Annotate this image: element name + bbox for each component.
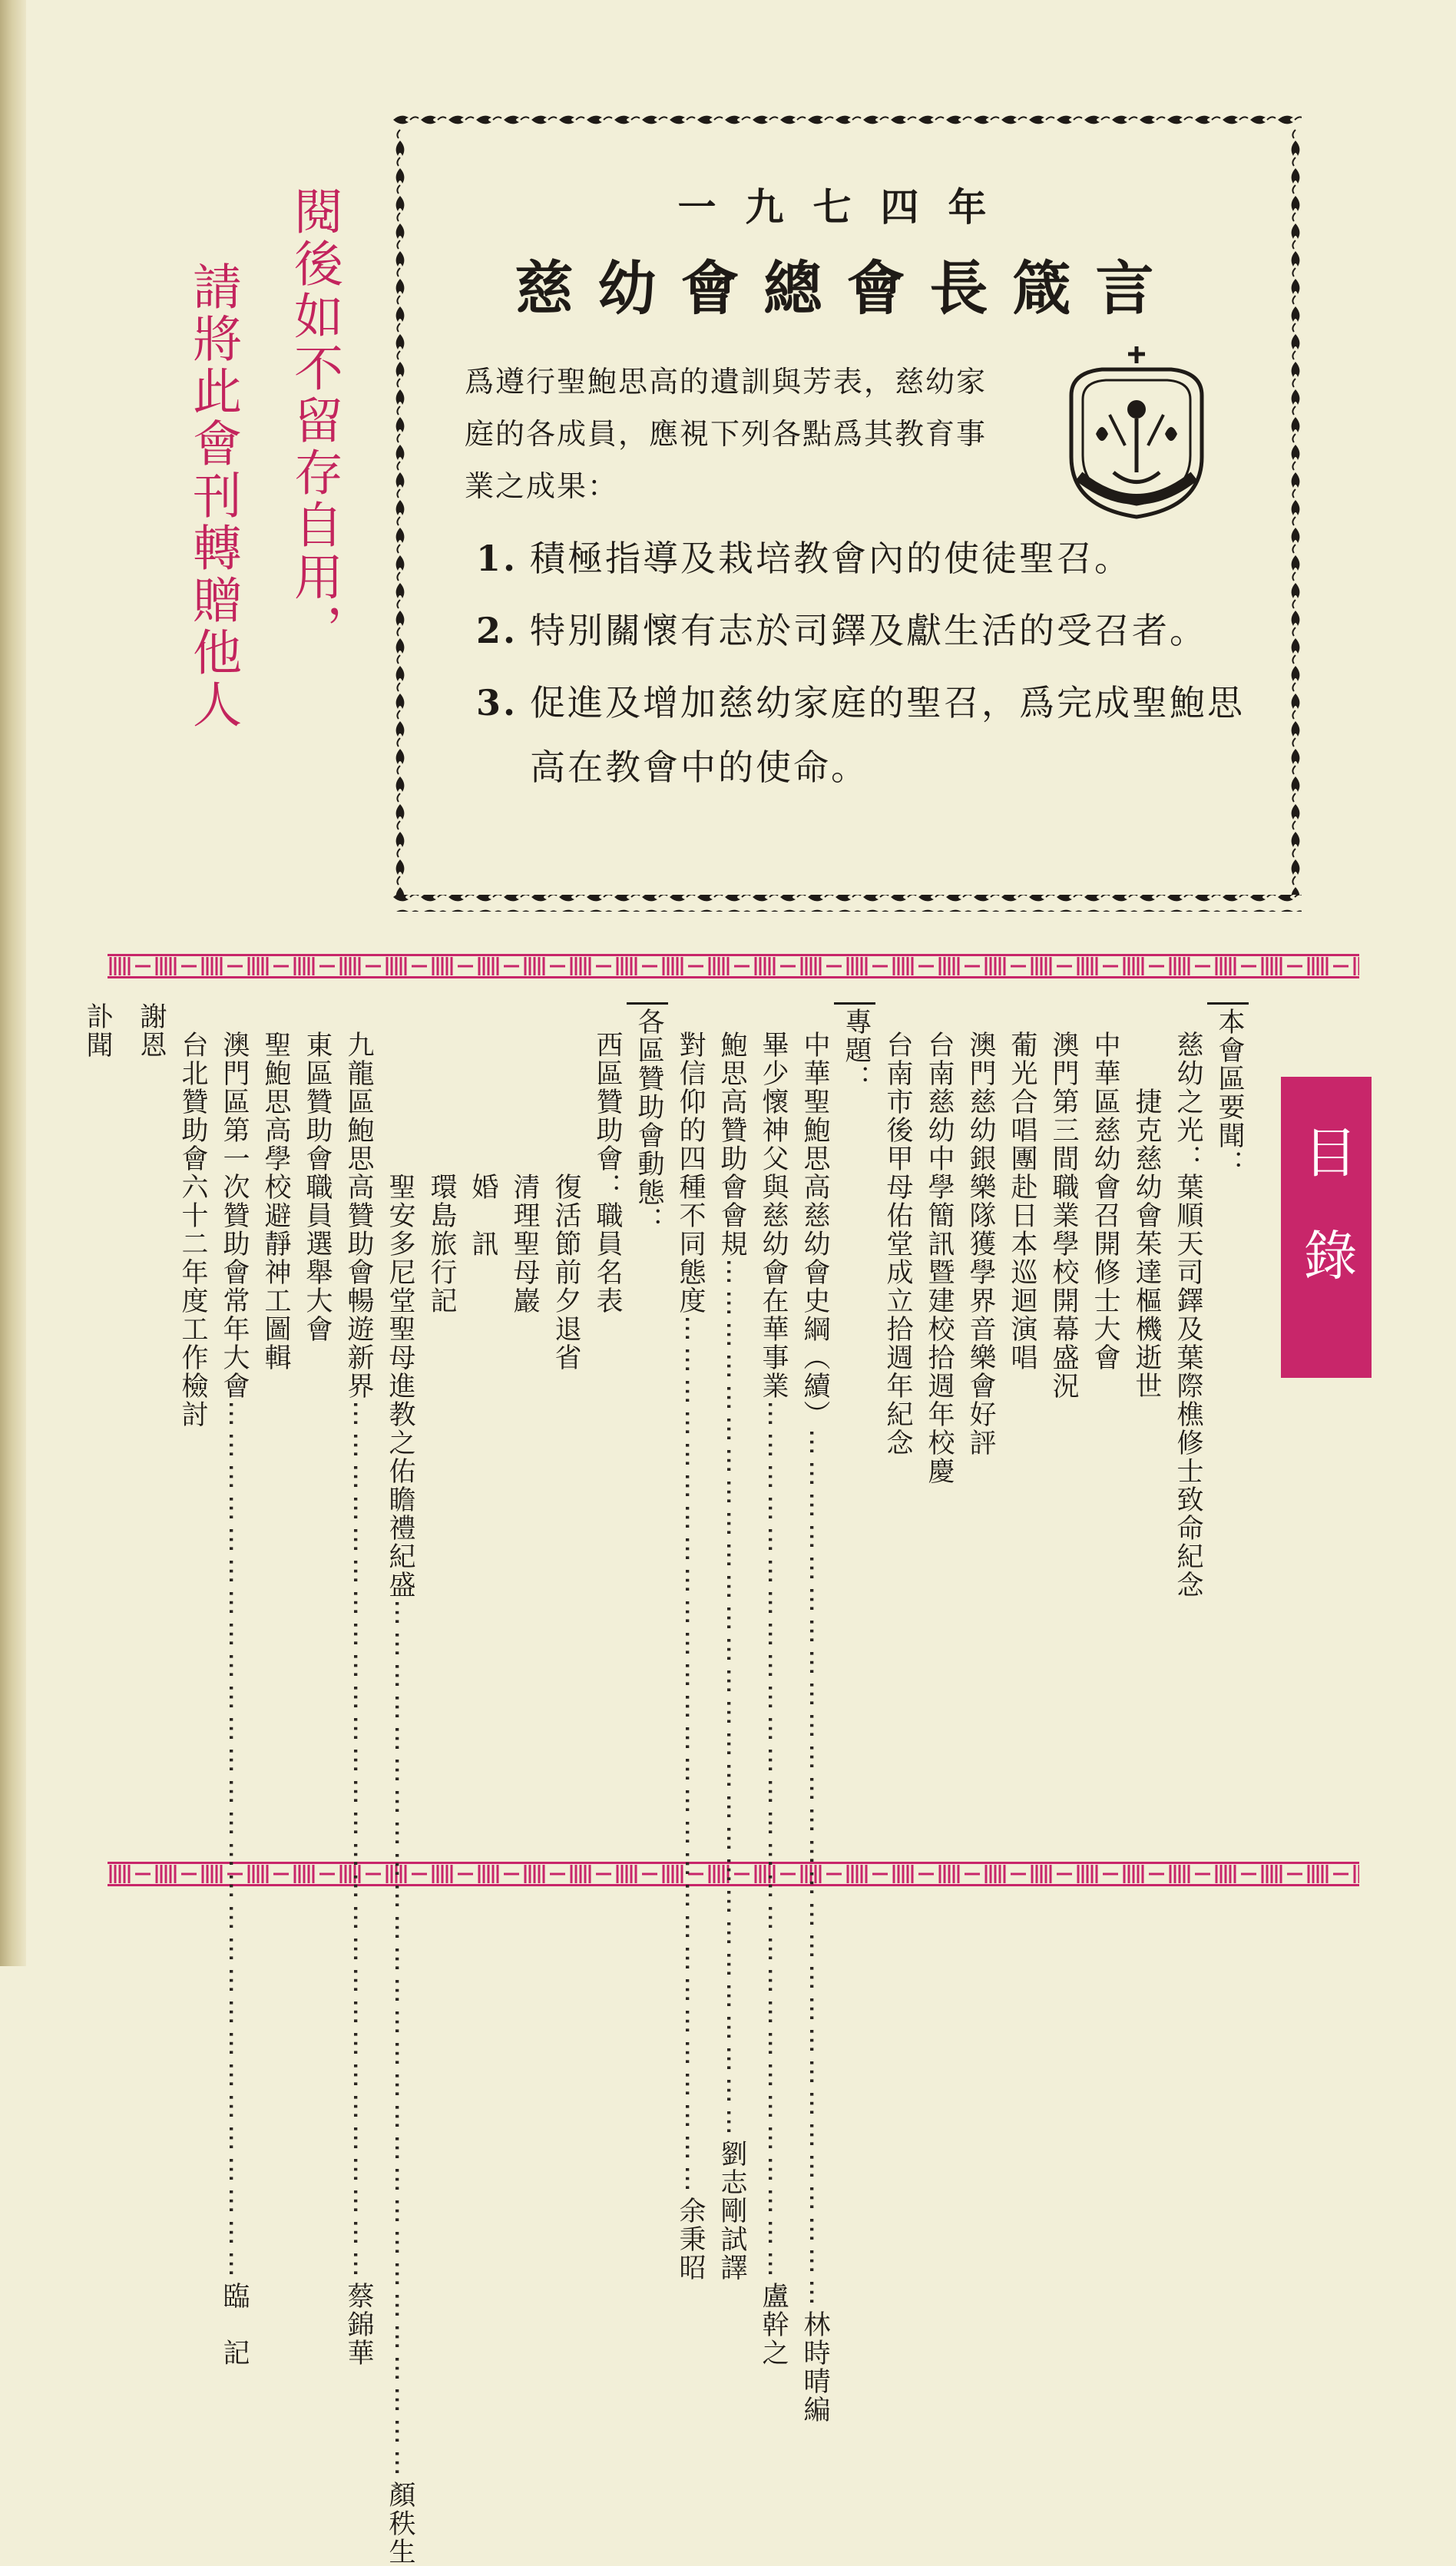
motto-box: [392, 111, 1302, 914]
toc-entry[interactable]: [419, 1002, 461, 1847]
motto-points: [476, 526, 1252, 807]
toc-entry-title: 東區贊助會職員選舉大會: [302, 1002, 333, 1343]
toc-entry[interactable]: [544, 1002, 585, 1847]
toc-entry-title: 訃聞: [82, 1002, 113, 1059]
toc-entry[interactable]: [170, 1002, 212, 1847]
toc-entry[interactable]: [253, 1002, 295, 1847]
toc-entry-title: 中華區慈幼會召開修士大會: [1090, 1002, 1120, 1372]
toc-entry[interactable]: [212, 1002, 253, 2367]
motto-year: 一九七四年: [677, 184, 1016, 230]
toc-entry[interactable]: [1041, 1002, 1083, 1847]
decorative-rule-top: [108, 951, 1359, 982]
toc-entry-author: 蔡錦華: [343, 2282, 374, 2367]
toc-entry[interactable]: [129, 1002, 170, 1847]
toc-entry[interactable]: [710, 1002, 751, 2282]
toc-entry-title: 復活節前夕退省: [551, 1002, 581, 1372]
page-spine-shadow: [0, 0, 26, 1966]
toc-entry[interactable]: [502, 1002, 544, 1847]
toc-entry[interactable]: [461, 1002, 502, 1847]
toc-entry-title: 慈幼之光：葉順天司鐸及葉際樵修士致命紀念: [1173, 1002, 1203, 1599]
table-of-contents: [75, 1002, 1249, 2566]
toc-entry[interactable]: [295, 1002, 336, 1847]
notice-line-1: 閱後如不留存自用，: [286, 186, 342, 656]
toc-entry-title: 澳門第三間職業學校開幕盛況: [1048, 1002, 1079, 1400]
toc-entry[interactable]: [378, 1002, 419, 2566]
toc-leader-dots: …………………………………………………………………………: [679, 1315, 710, 2197]
toc-section-heading[interactable]: [834, 1002, 875, 1847]
toc-entry[interactable]: [958, 1002, 1000, 1847]
toc-entry-title: 台北贊助會六十二年度工作檢討: [177, 1002, 208, 1429]
toc-entry[interactable]: [1124, 1002, 1166, 1847]
toc-entry-title: 台南慈幼中學簡訊暨建校拾週年校慶: [924, 1002, 955, 1485]
toc-leader-dots: …………………………………………………………………………: [223, 1400, 253, 2282]
toc-entry-title: 九龍區鮑思高贊助會暢遊新界: [343, 1002, 374, 1400]
motto-point: 1. 積極指導及栽培教會內的使徒聖召。: [476, 538, 1132, 579]
toc-leader-dots: …………………………………………………………………………: [389, 1599, 419, 2481]
toc-entry[interactable]: [668, 1002, 710, 2282]
toc-entry-title: 聖鮑思高學校避靜神工圖輯: [260, 1002, 291, 1372]
notice-line-2: 請將此會刊轉贈他人: [184, 261, 241, 731]
toc-entry-author: 劉志剛試譯: [716, 2140, 747, 2282]
toc-entry-author: 臨 記: [219, 2282, 250, 2367]
toc-entry-title: 葡光合唱團赴日本巡迴演唱: [1007, 1002, 1037, 1372]
toc-entry[interactable]: [585, 1002, 627, 1847]
toc-entry-title: 環島旅行記: [426, 1002, 457, 1315]
motto-point: 3. 促進及增加慈幼家庭的聖召，爲完成聖鮑思高在教會中的使命。: [476, 682, 1245, 788]
motto-point: 2. 特別關懷有志於司鐸及獻生活的受召者。: [476, 610, 1207, 651]
toc-leader-dots: …………………………………………………………………………: [720, 1258, 751, 2140]
toc-leader-dots: …………………………………………………………………………: [803, 1429, 834, 2310]
toc-entry[interactable]: [751, 1002, 793, 2367]
toc-entry-title: 畢少懷神父與慈幼會在華事業: [758, 1002, 789, 1400]
motto-intro: 爲遵行聖鮑思高的遺訓與芳表，慈幼家庭的各成員，應視下列各點爲其教育事業之成果：: [465, 365, 988, 503]
salesian-emblem-icon: [1048, 342, 1225, 522]
toc-entry-title: 捷克慈幼會茱達樞機逝世: [1131, 1002, 1162, 1400]
toc-entry-title: 澳門區第一次贊助會常年大會: [219, 1002, 250, 1400]
toc-entry-author: 盧幹之: [758, 2282, 789, 2367]
toc-entry-title: 本會區要聞：: [1207, 1002, 1249, 1178]
toc-entry[interactable]: [793, 1002, 834, 2424]
toc-entry-title: 中華聖鮑思高慈幼會史綱（續）: [799, 1002, 830, 1429]
reader-notice: [177, 177, 350, 868]
toc-entry-title: 謝恩: [136, 1002, 167, 1059]
toc-entry-title: 西區贊助會：職員名表: [592, 1002, 623, 1315]
toc-entry[interactable]: [1083, 1002, 1124, 1847]
toc-entry[interactable]: [1166, 1002, 1207, 1847]
toc-entry-title: 鮑思高贊助會會規: [716, 1002, 747, 1258]
toc-entry-title: 專題：: [834, 1002, 875, 1093]
toc-entry-title: 清理聖母巖: [509, 1002, 540, 1315]
toc-entry[interactable]: [336, 1002, 378, 2367]
toc-entry-title: 對信仰的四種不同態度: [675, 1002, 706, 1315]
toc-entry[interactable]: [75, 1002, 117, 1847]
motto-title: 慈幼會總會長箴言: [515, 254, 1179, 323]
toc-entry-title: 各區贊助會動態：: [627, 1002, 668, 1235]
toc-entry[interactable]: [875, 1002, 917, 1847]
toc-section-heading[interactable]: [627, 1002, 668, 1847]
toc-entry-author: 林時晴編: [799, 2310, 830, 2424]
toc-entry-title: 聖安多尼堂聖母進教之佑瞻禮紀盛: [385, 1002, 415, 1599]
toc-entry[interactable]: [1000, 1002, 1041, 1847]
toc-entry-author: 余秉昭: [675, 2197, 706, 2282]
toc-section-heading[interactable]: [1207, 1002, 1249, 1847]
toc-entry-title: 台南市後甲母佑堂成立拾週年紀念: [882, 1002, 913, 1457]
toc-entry[interactable]: [917, 1002, 958, 1847]
toc-entry-title: 婚 訊: [468, 1002, 498, 1258]
toc-entry-author: 顏秩生: [385, 2481, 415, 2566]
toc-entry-title: 澳門慈幼銀樂隊獲學界音樂會好評: [965, 1002, 996, 1457]
toc-label: 目錄: [1281, 1077, 1372, 1378]
toc-leader-dots: …………………………………………………………………………: [347, 1400, 378, 2282]
toc-leader-dots: …………………………………………………………………………: [762, 1400, 793, 2282]
